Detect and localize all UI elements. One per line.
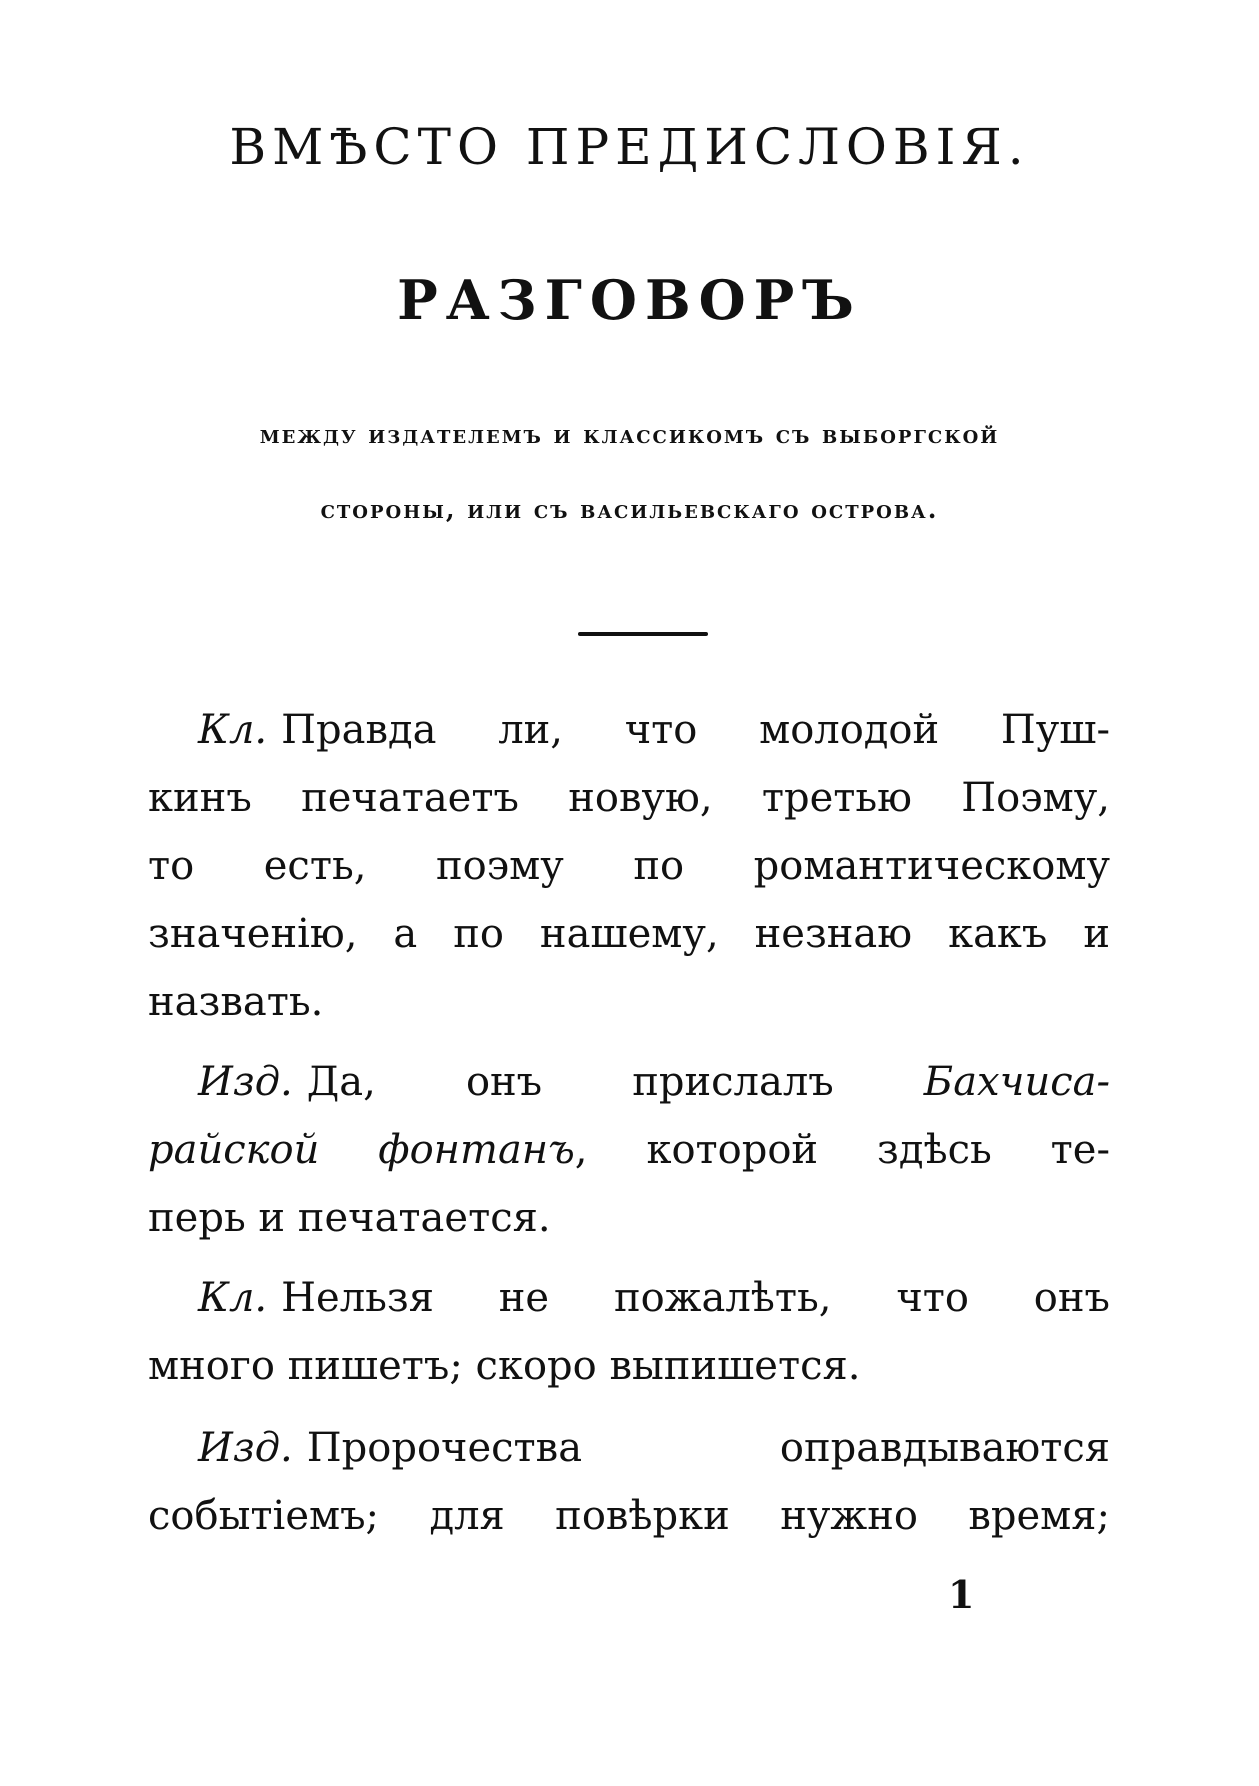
dialogue-line: значенію, а по нашему, незнаю какъ и [148,911,1110,957]
subtitle-line-1: между издателемъ и классикомъ съ выборгской [259,420,1000,449]
line-text: Нельзя не пожалѣть, что онъ [281,1275,1110,1321]
line-text: Пророчества оправдываются [306,1425,1110,1471]
dialogue-line [148,1127,1110,1173]
line-text: Правда ли, что молодой Пуш- [281,707,1110,753]
dialogue-line: много пишетъ; скоро выпишется. [148,1343,861,1389]
dialogue-line: назвать. [148,979,324,1025]
dialogue-line: перь и печатается. [148,1195,551,1241]
dialogue-line [198,1425,1110,1471]
dialogue-line: то есть, поэму по романтическому [148,843,1110,889]
speaker-label: Кл. [198,707,268,753]
dialogue-line: событіемъ; для повѣрки нужно время; [148,1493,1110,1539]
page-number: 1 [948,1572,975,1617]
divider-rule [578,632,708,636]
subtitle-line-2: стороны, или съ васильевскаго острова. [320,495,939,524]
speaker-label: Изд. [198,1059,293,1105]
dialogue-line [198,1275,1110,1321]
section-title: РАЗГОВОРЪ [397,268,862,332]
line-text: , которой здѣсь те- [574,1127,1110,1173]
page-title: ВМѢСТО ПРЕДИСЛОВІЯ. [229,118,1030,176]
line-text: Да, онъ прислалъ [306,1059,834,1105]
work-title: Бахчиса- [923,1059,1111,1105]
speaker-label: Кл. [198,1275,268,1321]
work-title: райской фонтанъ [148,1127,575,1173]
dialogue-line [198,707,1110,753]
speaker-label: Изд. [198,1425,293,1471]
dialogue-line: кинъ печатаетъ новую, третью Поэму, [148,775,1110,821]
dialogue-line [198,1059,1111,1105]
